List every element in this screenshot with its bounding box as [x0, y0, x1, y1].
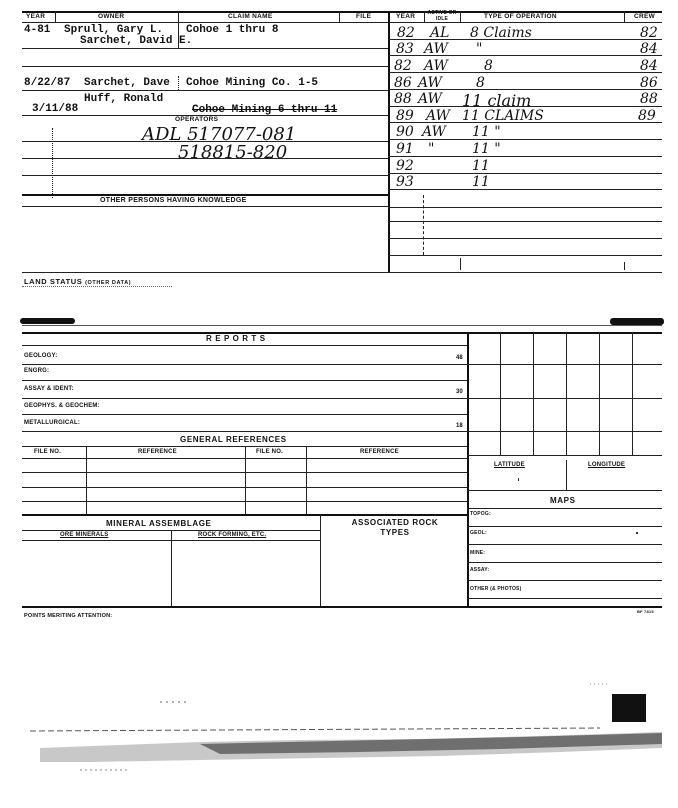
activity-row-3-type: 8 — [484, 58, 493, 74]
activity-row-3-status: AW — [424, 58, 448, 74]
activity-row-5-status: AW — [418, 91, 442, 107]
activity-row-2-year: 83 — [396, 41, 414, 57]
activity-row-3-crew: 84 — [640, 58, 658, 74]
activity-row-7-type: 11 " — [472, 124, 501, 140]
owner-row-3-year: 8/22/87 — [24, 77, 71, 89]
activity-row-9-type: 11 — [472, 158, 490, 174]
operator-note-adl: ADL 517077-081 — [142, 124, 297, 145]
operators-label: OPERATORS — [175, 116, 219, 123]
owner-row-4-owner: Huff, Ronald — [84, 93, 164, 105]
owner-row-3-owner: Sarchet, Dave — [84, 77, 170, 89]
activity-row-8-type: 11 " — [472, 141, 501, 157]
header-file: FILE — [356, 13, 372, 20]
activity-row-9-year: 92 — [396, 158, 414, 174]
activity-row-8-year: 91 — [396, 141, 414, 157]
general-references-title: GENERAL REFERENCES — [180, 435, 287, 444]
owner-row-2-owner: Sarchet, David E. — [80, 35, 193, 47]
maps-geol: GEOL: — [470, 530, 487, 536]
activity-row-5-year: 88 — [394, 91, 412, 107]
form-number: BF 7815 — [637, 609, 654, 614]
activity-row-1-status: AL — [430, 25, 450, 41]
activity-row-10-year: 93 — [396, 174, 414, 190]
maps-other: OTHER (& PHOTOS) — [470, 586, 522, 592]
activity-row-5-type: 11 claim — [462, 91, 532, 110]
header-year-2: YEAR — [396, 13, 416, 20]
activity-row-8-status: " — [428, 141, 435, 157]
header-claim-name: CLAIM NAME — [228, 13, 273, 20]
owner-row-4-year: 3/11/88 — [32, 103, 79, 115]
points-meriting-attention-label: POINTS MERITING ATTENTION: — [24, 613, 113, 619]
operator-note-range: 518815-820 — [178, 142, 288, 163]
activity-row-7-year: 90 — [396, 124, 414, 140]
report-metallurgical-label: METALLURGICAL: — [24, 420, 81, 426]
maps-topog: TOPOG: — [470, 511, 491, 517]
associated-rock-types-label: ASSOCIATED ROCK TYPES — [351, 518, 439, 537]
genref-file-no-1: FILE NO. — [34, 449, 61, 455]
activity-row-3-year: 82 — [394, 58, 412, 74]
longitude-label: LONGITUDE — [588, 462, 626, 468]
mineral-assemblage-title: MINERAL ASSEMBLAGE — [106, 519, 212, 528]
rock-forming-label: ROCK FORMING, ETC. — [198, 532, 267, 538]
activity-row-10-type: 11 — [472, 174, 490, 190]
activity-row-6-status: AW — [426, 108, 450, 124]
activity-row-2-crew: 84 — [640, 41, 658, 57]
maps-title: MAPS — [550, 496, 576, 505]
maps-assay: ASSAY: — [470, 567, 490, 573]
report-geology-num: 48 — [456, 355, 463, 361]
activity-row-4-status: AW — [418, 75, 442, 91]
genref-file-no-2: FILE NO. — [256, 449, 283, 455]
activity-row-6-type: 11 CLAIMS — [462, 108, 544, 124]
report-geology-label: GEOLOGY: — [24, 353, 58, 359]
genref-reference-2: REFERENCE — [360, 449, 399, 455]
reports-title: R E P O R T S — [206, 334, 266, 343]
report-assay-label: ASSAY & IDENT: — [24, 386, 74, 392]
activity-row-2-type: " — [476, 41, 483, 57]
report-assay-num: 30 — [456, 389, 463, 395]
activity-row-4-type: 8 — [476, 75, 485, 91]
activity-row-4-crew: 86 — [640, 75, 658, 91]
owner-row-4-claim: Cohoe Mining 6 thru 11 — [192, 104, 338, 116]
land-status-sub: (OTHER DATA) — [85, 280, 132, 286]
latitude-label: LATITUDE — [494, 462, 525, 468]
activity-row-6-crew: 89 — [638, 108, 656, 124]
maps-mine: MINE: — [470, 550, 486, 556]
activity-row-1-crew: 82 — [640, 25, 658, 41]
header-type-of-operation: TYPE OF OPERATION — [484, 13, 557, 20]
report-geophys-label: GEOPHYS. & GEOCHEM: — [24, 403, 100, 409]
activity-row-2-status: AW — [424, 41, 448, 57]
activity-row-1-type: 8 Claims — [470, 25, 532, 41]
header-owner: OWNER — [98, 13, 125, 20]
activity-row-6-year: 89 — [396, 108, 414, 124]
scan-line — [30, 728, 600, 731]
scan-block — [612, 694, 646, 722]
genref-reference-1: REFERENCE — [138, 449, 177, 455]
owner-row-1-owner: Sprull, Gary L. — [64, 24, 164, 36]
activity-row-5-crew: 88 — [640, 91, 658, 107]
owner-row-1-year: 4-81 — [24, 24, 51, 36]
ore-minerals-label: ORE MINERALS — [60, 532, 109, 538]
activity-row-7-status: AW — [422, 124, 446, 140]
owner-row-1-claim: Cohoe 1 thru 8 — [186, 24, 279, 36]
header-crew: CREW — [634, 13, 656, 20]
land-status-title: LAND STATUS — [24, 277, 83, 286]
activity-row-1-year: 82 — [397, 25, 415, 41]
other-persons-label: OTHER PERSONS HAVING KNOWLEDGE — [100, 197, 247, 204]
report-metallurgical-num: 18 — [456, 423, 463, 429]
owner-row-3-claim: Cohoe Mining Co. 1-5 — [186, 77, 319, 89]
header-year: YEAR — [26, 13, 46, 20]
activity-row-4-year: 86 — [394, 75, 412, 91]
report-engrg-label: ENGRG: — [24, 368, 50, 374]
header-active-or-idle: ACTIVE OR IDLE — [427, 10, 457, 22]
